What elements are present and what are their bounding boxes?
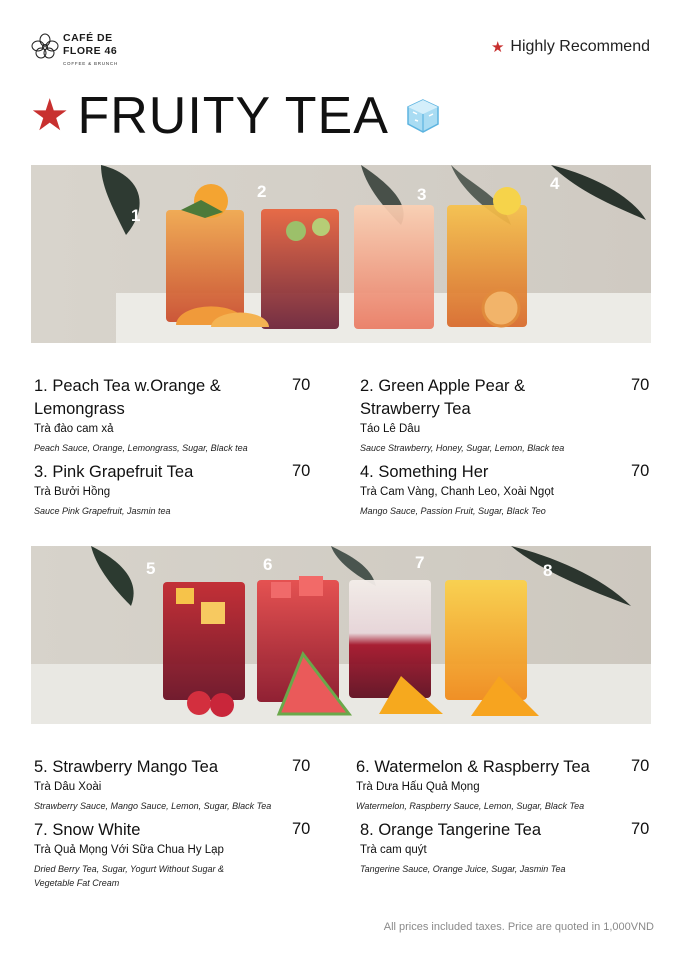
menu-item-5 (34, 756, 314, 813)
drink-number: 5 (146, 559, 156, 578)
item-ingredients: Tangerine Sauce, Orange Juice, Sugar, Jasmin Tea (360, 864, 566, 874)
drinks-photo-2 (31, 546, 651, 724)
item-name: 1. Peach Tea w.Orange & Lemongrass (34, 377, 221, 418)
brand-logo (30, 30, 140, 70)
item-ingredients: Sauce Pink Grapefruit, Jasmin tea (34, 506, 171, 516)
item-price: 70 (631, 462, 650, 480)
drink-number: 8 (543, 561, 553, 580)
item-price: 70 (292, 376, 311, 394)
item-name: 8. Orange Tangerine Tea (360, 821, 542, 839)
item-ingredients: Dried Berry Tea, Sugar, Yogurt Without Sugar & Vegetable Fat Cream (34, 864, 225, 888)
drinks-photo-1 (31, 165, 651, 343)
item-price: 70 (631, 820, 650, 838)
price-note: All prices included taxes. Price are quoted in 1,000VND (383, 921, 654, 933)
item-name: 4. Something Her (360, 463, 489, 481)
drink-number: 2 (257, 182, 267, 201)
drink-number: 3 (417, 185, 427, 204)
item-price: 70 (292, 820, 311, 838)
menu-item-7 (34, 819, 264, 890)
menu-item-1 (34, 375, 274, 455)
item-price: 70 (292, 757, 311, 775)
item-vietnamese-name: Trà Cam Vàng, Chanh Leo, Xoài Ngọt (360, 486, 554, 498)
drink-number: 7 (415, 553, 425, 572)
item-name: 6. Watermelon & Raspberry Tea (356, 758, 590, 776)
brand-name: CAFÉ DE FLORE 46 (63, 32, 118, 57)
title-row (30, 86, 441, 146)
item-name: 5. Strawberry Mango Tea (34, 758, 219, 776)
recommend-legend (491, 38, 650, 56)
drink-number: 4 (550, 174, 560, 193)
item-price: 70 (292, 462, 311, 480)
flower-icon (30, 32, 60, 60)
drink-number: 6 (263, 555, 273, 574)
drink-number: 1 (131, 206, 141, 225)
item-name: 2. Green Apple Pear & Strawberry Tea (360, 377, 526, 418)
item-vietnamese-name: Trà Bưởi Hồng (34, 486, 111, 498)
star-icon: ★ (30, 91, 70, 140)
menu-item-3 (34, 461, 314, 518)
item-ingredients: Sauce Strawberry, Honey, Sugar, Lemon, Black tea (360, 443, 565, 453)
item-ingredients: Watermelon, Raspberry Sauce, Lemon, Sugar, Black Tea (356, 801, 585, 811)
menu-item-6 (356, 756, 628, 813)
item-name: 7. Snow White (34, 821, 141, 839)
item-ingredients: Mango Sauce, Passion Fruit, Sugar, Black Teo (360, 506, 546, 516)
menu-item-4 (360, 461, 640, 518)
ice-cube-icon (405, 98, 441, 134)
brand-tagline: COFFEE & BRUNCH (63, 61, 119, 66)
star-icon: ★ (490, 39, 505, 56)
menu-item-8 (360, 819, 622, 876)
menu-item-2 (360, 375, 600, 455)
page-title: FRUITY TEA (77, 87, 389, 145)
item-price: 70 (631, 376, 650, 394)
item-ingredients: Strawberry Sauce, Mango Sauce, Lemon, Sugar, Black Tea (34, 801, 272, 811)
item-name: 3. Pink Grapefruit Tea (34, 463, 194, 481)
item-vietnamese-name: Trà Dâu Xoài (34, 781, 102, 793)
item-ingredients: Peach Sauce, Orange, Lemongrass, Sugar, Black tea (34, 443, 248, 453)
item-vietnamese-name: Trà cam quýt (360, 844, 427, 856)
item-vietnamese-name: Táo Lê Dâu (360, 423, 421, 435)
legend-label: Highly Recommend (510, 38, 650, 55)
item-price: 70 (631, 757, 650, 775)
item-vietnamese-name: Trà Dưa Hấu Quả Mọng (356, 781, 480, 793)
item-vietnamese-name: Trà Quả Mọng Với Sữa Chua Hy Lạp (34, 844, 224, 856)
item-vietnamese-name: Trà đào cam xả (34, 423, 114, 435)
